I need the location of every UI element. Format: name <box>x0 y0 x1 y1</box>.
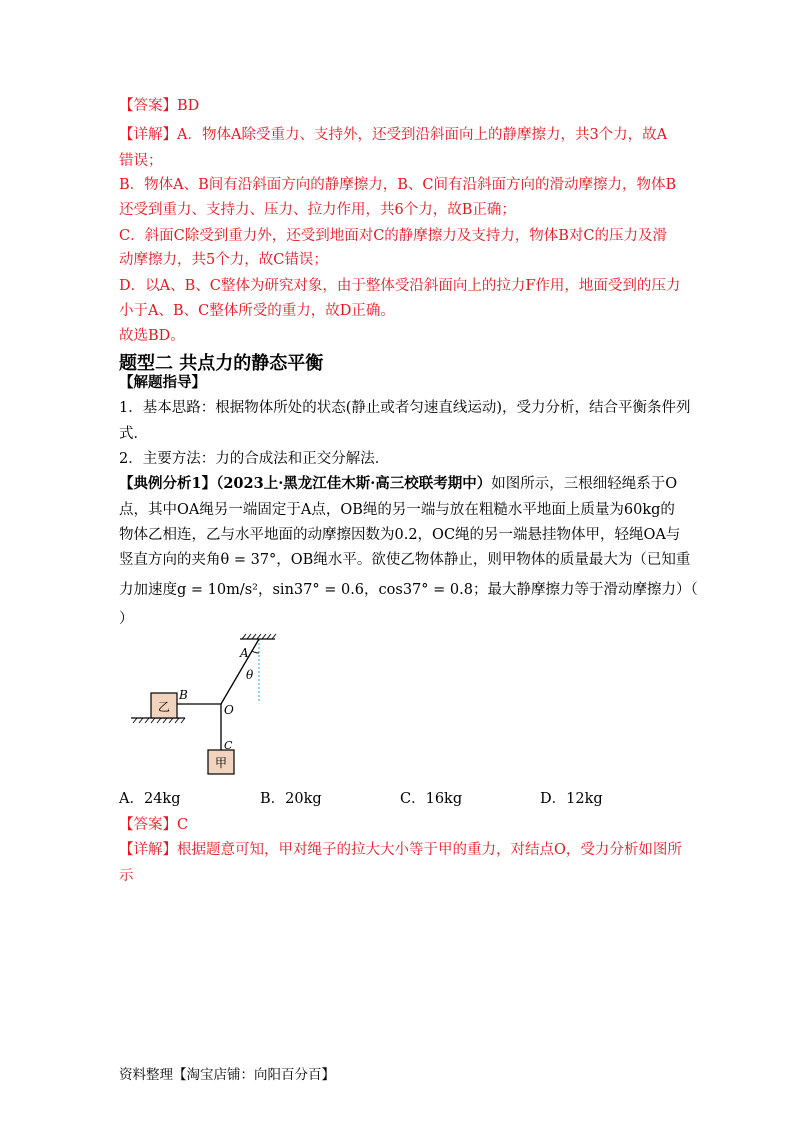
label-o: O <box>224 703 234 717</box>
box-jia-label: 甲 <box>214 756 228 770</box>
detail-line: 还受到重力、支持力、压力、拉力作用，共6个力，故B正确； <box>119 202 516 218</box>
option-d: D．12kg <box>540 791 603 807</box>
example-line: ） <box>119 611 134 627</box>
detail-label: 【详解】 <box>119 127 177 143</box>
answer-value: C <box>177 817 189 833</box>
ceiling-hatch <box>242 634 276 639</box>
example-label: 【典例分析1】 <box>119 475 217 492</box>
option-c: C．16kg <box>400 791 463 807</box>
answer-value: BD <box>177 98 200 114</box>
detail-line: 错误； <box>119 153 163 169</box>
option-b: B．20kg <box>260 791 322 807</box>
example-text: 如图所示，三根细轻绳系于O <box>491 476 678 492</box>
label-a: A <box>240 646 249 660</box>
rope-diagram <box>125 633 295 783</box>
example-line: 物体乙相连，乙与水平地面的动摩擦因数为0.2，OC绳的另一端悬挂物体甲，轻绳OA与 <box>119 527 681 543</box>
answer-line <box>119 96 199 116</box>
example-line: 竖直方向的夹角θ = 37°，OB绳水平。欲使乙物体静止，则甲物体的质量最大为（已知重 <box>119 552 691 568</box>
guide-line: 2．主要方法：力的合成法和正交分解法． <box>119 451 390 467</box>
example-line <box>119 474 677 494</box>
detail-label: 【详解】 <box>119 842 177 858</box>
guide-label: 【解题指导】 <box>119 374 206 391</box>
answer-line <box>119 815 188 835</box>
detail-line: B．物体A、B间有沿斜面方向的静摩擦力，B、C间有沿斜面方向的滑动摩擦力，物体B <box>119 177 677 193</box>
guide-line: 式． <box>119 426 148 442</box>
detail-line: C．斜面C除受到重力外，还受到地面对C的静摩擦力及支持力，物体B对C的压力及滑 <box>119 228 668 244</box>
guide-line: 1．基本思路：根据物体所处的状态(静止或者匀速直线运动)，受力分析，结合平衡条件列 <box>119 400 691 416</box>
example-line: 力加速度g = 10m/s²，sin37° = 0.6，cos37° = 0.8；最大静摩擦力等于滑动摩擦力）（ <box>119 582 698 598</box>
answer-label: 【答案】 <box>119 817 177 833</box>
example-source: （2023上·黑龙江佳木斯·高三校联考期中） <box>216 475 492 492</box>
detail-line: 小于A、B、C整体所受的重力，故D正确。 <box>119 303 395 319</box>
detail-line: 动摩擦力，共5个力，故C错误； <box>119 252 328 268</box>
detail-line: D．以A、B、C整体为研究对象，由于整体受沿斜面向上的拉力F作用，地面受到的压力 <box>119 278 681 294</box>
detail-text: A．物体A除受重力、支持外，还受到沿斜面向上的静摩擦力，共3个力，故A <box>177 127 668 143</box>
theta-arc <box>252 651 259 653</box>
option-a: A．24kg <box>119 791 181 807</box>
section-title: 题型二 共点力的静态平衡 <box>119 353 324 374</box>
detail-line <box>119 125 667 145</box>
label-b: B <box>179 688 188 702</box>
ground-hatch <box>133 718 185 723</box>
label-c: C <box>224 739 233 752</box>
answer-label: 【答案】 <box>119 98 177 114</box>
conclusion-line: 故选BD。 <box>119 328 185 344</box>
page-footer: 资料整理【淘宝店铺：向阳百分百】 <box>119 1067 335 1083</box>
detail-line <box>119 840 682 860</box>
detail-line: 示 <box>119 868 134 884</box>
box-yi-label: 乙 <box>157 700 171 714</box>
example-line: 点，其中OA绳另一端固定于A点，OB绳的另一端与放在粗糙水平地面上质量为60kg的 <box>119 502 675 518</box>
label-theta: θ <box>246 668 254 682</box>
detail-text: 根据题意可知，甲对绳子的拉大大小等于甲的重力，对结点O，受力分析如图所 <box>177 842 682 858</box>
